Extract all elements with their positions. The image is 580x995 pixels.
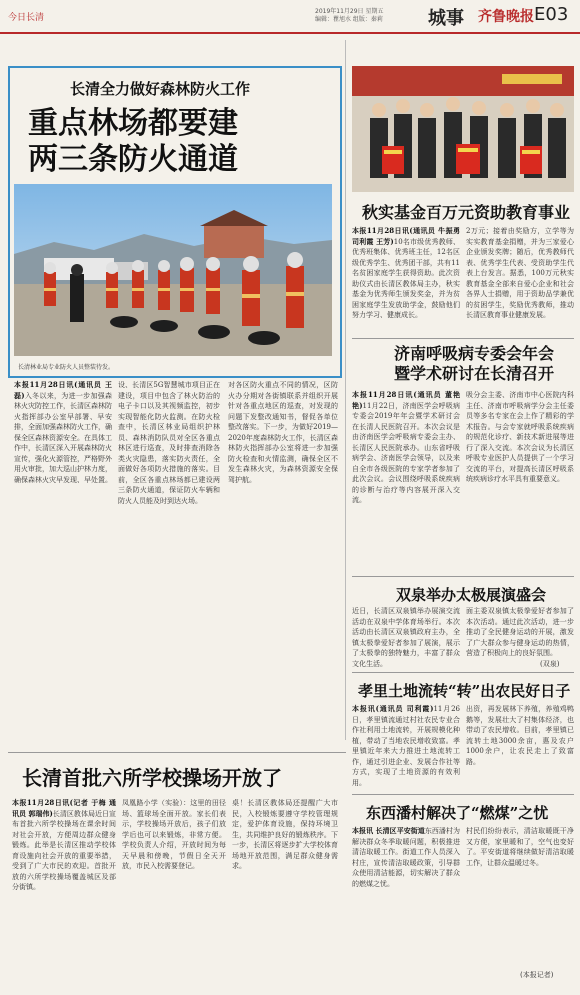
- date-line: [315, 8, 383, 24]
- coal-byline: 本报讯 长清区平安街道: [352, 826, 425, 835]
- coal-text-right: 村民们纷纷表示，清洁取暖既干净又方便，家里暖和了，空气也变好了。平安街道将继续做好清洁取暖工作，让群众温暖过冬。: [466, 827, 574, 867]
- coal-column-left: [352, 826, 460, 966]
- taichi-text-left: 近日，长清区双泉镇举办展演交流活动在双泉中学体育场举行。本次活动由长清区双泉镇政府主办，全镇太极拳爱好者参加了展演，展示了太极拳的独特魅力，丰富了群众文化生活。: [352, 607, 460, 668]
- land-column-right: [466, 704, 574, 788]
- lead-headline: [28, 106, 328, 178]
- lead-byline: 本报11月28日讯(通讯员 王磊): [14, 380, 112, 400]
- school-column-3: [232, 798, 338, 988]
- copd-column-left: [352, 390, 460, 570]
- section-tag: 今日长清: [8, 13, 45, 23]
- fund-byline: 本报11月28日讯(通讯员 牛振勇 司利霞 王芳): [352, 226, 460, 246]
- school-headline: 长清首批六所学校操场开放了: [22, 766, 282, 790]
- copd-headline: [394, 344, 554, 384]
- copd-divider: [352, 576, 574, 577]
- page-number: E03: [534, 4, 569, 25]
- ceremony-illustration: [352, 66, 574, 192]
- lead-headline-line1: 重点林场都要建: [28, 106, 238, 141]
- lead-column-3: [228, 380, 338, 696]
- fund-headline: 秋实基金百万元资助教育事业: [362, 203, 571, 222]
- lead-column-2: [118, 380, 220, 696]
- masthead: [0, 0, 580, 34]
- taichi-headline: 双泉举办太极展演盛会: [396, 586, 547, 604]
- school-top-rule: [8, 752, 346, 753]
- lead-col3-text: 对各区防火重点不同的情况，区防火办分期对各街镇联系并组织开展针对各重点地区的巡查，对发现的问题下发整改通知书，督促各单位整改落实。下一步，为做好2019—2020年度森林防火工作，长清区森林防火指挥部办公室将进一步加强防火检查和火情监测，确保全区不发生森林火灾，为森林资源安全保驾护航。: [228, 381, 338, 484]
- coal-column-right: [466, 826, 574, 966]
- lead-photo-caption: 长清林业局专业防火人员整装待发。: [18, 364, 115, 371]
- fund-ceremony-photo: [352, 66, 574, 192]
- coal-top-rule: [352, 794, 574, 795]
- date-text: 2019年11月29日 星期五: [315, 8, 384, 15]
- fund-text-left: 10名市级优秀教师、优秀班集体、优秀班主任，12名区级优秀学生、优秀团干部，共有11名贫困家庭学生获得资助。此次资助仪式由长清区教体局主办，秋实基金为优秀师生颁发奖金，并为贫困家庭学生发放助学金，鼓励他们努力学习、健康成长。: [352, 237, 460, 319]
- school-col3-text: 桌！长清区教体局还提醒广大市民，入校锻炼要遵守学校管理规定，爱护体育设施，保持环境卫生，共同维护良好的锻炼秩序。下一步，长清区将逐步扩大学校体育场地开放范围，满足群众健身需求。: [232, 799, 338, 870]
- firefighters-photo: [14, 184, 332, 356]
- copd-text-right: 吸分会主委、济南市中心医院内科主任、济南市呼吸病学分会主任委员等多名专家在会上作了精彩的学术报告。与会专家就呼吸系统疾病的规范化诊疗、新技术新进展等进行了深入交流。本次会议为长清区呼吸专业医护人员提供了一个学习交流的平台，对提高长清区呼吸系统疾病诊疗水平具有重要意义。: [466, 391, 574, 483]
- lead-col2-text: 设、长清区5G智慧城市项目正在建设，项目中包含了林火防治的电子卡口以及其视频监控，初步实现智能化防火监测。在防火检查中，长清区林业局组织护林员、森林消防队员对全区各重点林区进行巡查，及时排查消除各类火灾隐患，落实防火责任，全面做好各项防火措施的落实。目前，全区各重点林场都已建设两三条防火通道，保证防火车辆和防火人员能及时到达火场。: [118, 381, 220, 505]
- lead-column-1: [14, 380, 112, 696]
- school-col2-text: 凤凰路小学（实验）：这里的田径场、篮球场全面开放。家长们表示，学校操场开放后，孩子们放学后也可以来锻炼，非常方便。学校负责人介绍，开放时间为每天早晨和傍晚，节假日全天开放，市民入校需要登记。: [122, 799, 226, 870]
- taichi-credit: (双泉): [540, 660, 560, 668]
- land-headline: 孝里土地流转“转”出农民好日子: [358, 682, 571, 700]
- land-text-left: 11月26日，孝里镇流通过村社农民专业合作社利用土地流转，开展规模化种植，带动了当地农民增收致富。孝里镇近年来大力推进土地流转工作，通过引进企业、发展合作社等方式，实现了土地资源的有效利用。: [352, 705, 460, 787]
- taichi-text-right: 面主委双泉镇太极拳爱好者参加了本次活动。通过此次活动，进一步推动了全民健身运动的开展，激发了广大群众参与健身运动的热情，营造了积极向上的良好氛围。: [466, 607, 574, 657]
- fund-divider: [352, 338, 574, 339]
- school-col1-text: 长清区教体局近日宣布首批六所学校操场在课余时间对社会开放，方便周边群众健身锻炼。此举是长清区推动学校体育设施向社会开放的重要举措，受到了广大市民的欢迎。首批开放的六所学校操场覆盖城区及部分街镇。: [12, 809, 117, 891]
- coal-headline: 东西潘村解决了“燃煤”之忧: [366, 804, 549, 822]
- land-column-left: [352, 704, 460, 788]
- school-column-1: [12, 798, 116, 988]
- school-column-2: [122, 798, 226, 988]
- taichi-column-right: [466, 606, 574, 660]
- firefighters-illustration: [14, 184, 332, 356]
- land-byline: 本报讯(通讯员 司利霞): [352, 704, 434, 713]
- copd-headline-line1: 济南呼吸病专委会年会: [394, 344, 555, 363]
- fund-column-right: [466, 226, 574, 332]
- copd-text-left: 11月22日，济南医学会呼吸病专委会2019年年会暨学术研讨会在长清人民医院召开。本次会议是由济南医学会呼吸病专委会主办、长清区人民医院承办。山东省呼吸病学会、济南医学会领导，以及来自全市各级医院的专家学者参加了此次会议。会议围绕呼吸系统疾病的诊断与治疗等内容展开深入交流。: [352, 401, 461, 504]
- lead-col1-text: 入冬以来，为进一步加强森林火灾防控工作，长清区森林防火指挥部办公室早部署、早安排，全面加强森林防火工作，确保全区森林资源安全。在具体工作中，长清区深入开展森林防火宣传，强化火源管控，严格野外用火审批，加大巡山护林力度，确保森林火灾早发现、早处置。: [14, 391, 113, 484]
- lead-headline-line2: 两三条防火通道: [28, 142, 238, 177]
- copd-headline-line2: 暨学术研讨在长清召开: [394, 364, 555, 383]
- editor-text: 编辑：瞿旭水 组版：秦莉: [315, 16, 383, 23]
- copd-column-right: [466, 390, 574, 570]
- taichi-divider: [352, 672, 574, 673]
- fund-text-right: 2万元；接着由奖励方，立学等为实实教育基金捐赠，并为三家爱心企业颁发奖牌；随后，优秀教师代表、优秀学生代表、受资助学生代表上台发言。据悉，100万元秋实教育基金全部来自爱心企业和社会各界人士捐赠，用于资助品学兼优的贫困学生，奖励优秀教师，推动长清区教育事业健康发展。: [466, 227, 574, 319]
- coal-credit: (本报记者): [520, 971, 554, 979]
- paper-logo: 齐鲁晚报: [478, 9, 534, 25]
- column-divider: [345, 40, 346, 740]
- school-byline: 本报11月28日讯(记者 于梅 通讯员 郭瑞伟): [12, 798, 116, 818]
- land-text-right: 出资，再发展林下养殖，养殖鸡鸭鹅等，发展壮大了村集体经济，也带动了农民增收。目前，孝里镇已流转土地3000余亩，惠及农户1000余户，让农民走上了致富路。: [466, 705, 574, 766]
- section-name: 城事: [428, 8, 464, 29]
- lead-kicker: 长清全力做好森林防火工作: [70, 80, 251, 98]
- copd-byline: 本报11月28日讯(通讯员 董艳艳): [352, 390, 460, 410]
- fund-column-left: [352, 226, 460, 332]
- taichi-column-left: [352, 606, 460, 668]
- coal-text-left: 东西潘村为解决群众冬季取暖问题，积极推进清洁取暖工作。街道工作人员深入村庄，宣传清洁取暖政策，引导群众使用清洁能源，切实解决了群众的燃煤之忧。: [352, 827, 461, 888]
